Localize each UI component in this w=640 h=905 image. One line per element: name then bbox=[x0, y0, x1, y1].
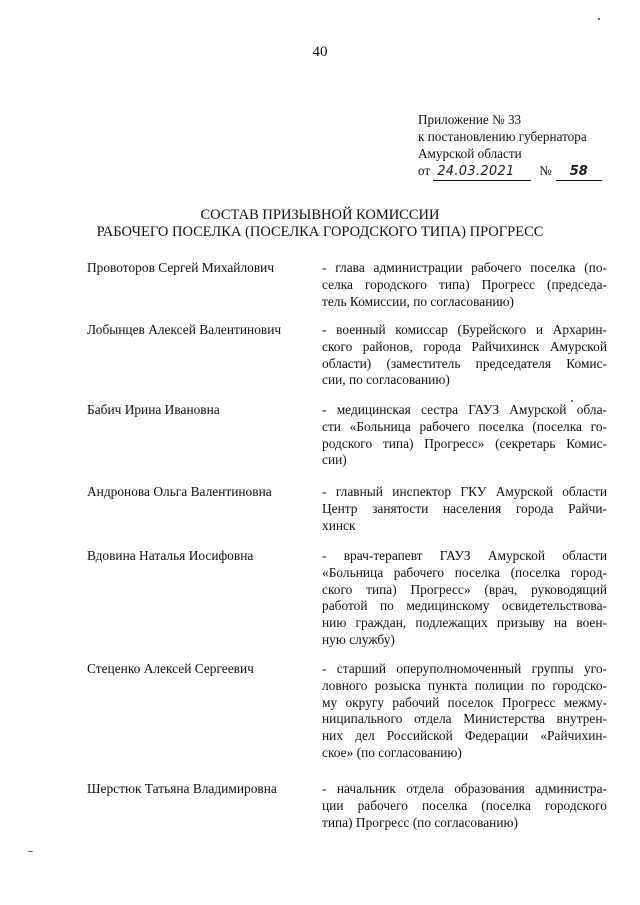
scan-speck bbox=[571, 400, 573, 402]
member-role-line: ского типа) Прогресс» (врач, руководящий bbox=[322, 581, 607, 597]
scan-speck bbox=[28, 851, 33, 852]
member-role-line: му округу рабочий поселок Прогресс межму- bbox=[322, 694, 607, 710]
title-line-2: РАБОЧЕГО ПОСЕЛКА (ПОСЕЛКА ГОРОДСКОГО ТИПА) ПРОГРЕСС bbox=[96, 224, 544, 240]
member-role-line: ниципального отдела Министерства внутрен- bbox=[322, 711, 607, 727]
member-role bbox=[322, 260, 607, 310]
appendix-decree: к постановлению губернатора bbox=[418, 129, 587, 144]
member-role-line: хинск bbox=[322, 517, 356, 533]
member-role-line: родского типа) Прогресс» (секретарь Комис- bbox=[322, 435, 607, 451]
member-role-line: - медицинская сестра ГАУЗ Амурской обла- bbox=[322, 402, 607, 417]
appendix-block bbox=[418, 111, 602, 181]
member-role-line: области) (заместитель председателя Комис- bbox=[322, 355, 607, 371]
member-name: Андронова Ольга Валентиновна bbox=[87, 484, 272, 499]
member-role-line: сти «Больница рабочего поселка (поселка го- bbox=[322, 418, 607, 434]
member-role-line: - старший оперуполномоченный группы уго- bbox=[322, 661, 607, 676]
page-number: 40 bbox=[312, 44, 328, 60]
member-role-line: ское» (по согласованию) bbox=[322, 744, 462, 760]
member-role-line: селка городского типа) Прогресс (председа- bbox=[322, 276, 607, 292]
member-role-line: - начальник отдела образования администра- bbox=[322, 781, 607, 796]
member-role-line: сии) bbox=[322, 452, 347, 468]
member-role bbox=[322, 322, 607, 389]
title-line-1: СОСТАВ ПРИЗЫВНОЙ КОМИССИИ bbox=[200, 207, 440, 223]
member-role-line: тель Комиссии, по согласованию) bbox=[322, 293, 514, 309]
member-role-line: ского районов, города Райчихинск Амурской bbox=[322, 338, 607, 354]
appendix-title: Приложение № 33 bbox=[418, 112, 522, 127]
document-title bbox=[0, 207, 640, 241]
member-role-line: типа) Прогресс (по согласованию) bbox=[322, 814, 518, 830]
member-role-line: работой по медицинскому освидетельствова- bbox=[322, 598, 607, 614]
member-role bbox=[322, 484, 607, 534]
member-role-line: - военный комиссар (Бурейского и Архарин- bbox=[322, 322, 607, 337]
member-role-line: ную службу) bbox=[322, 631, 395, 647]
appendix-date-line bbox=[418, 162, 602, 181]
member-role bbox=[322, 402, 607, 469]
member-role bbox=[322, 781, 607, 831]
member-role-line: ции рабочего поселка (поселка городского bbox=[322, 797, 607, 813]
member-role bbox=[322, 661, 607, 762]
appendix-region: Амурской области bbox=[418, 146, 522, 161]
member-role-line: - главный инспектор ГКУ Амурской области bbox=[322, 484, 607, 499]
scan-speck bbox=[598, 18, 600, 20]
member-name: Провоторов Сергей Михайлович bbox=[87, 260, 275, 275]
appendix-from-label: от bbox=[418, 163, 431, 178]
member-name: Лобынцев Алексей Валентинович bbox=[87, 322, 282, 337]
member-role-line: Центр занятости населения города Райчи- bbox=[322, 500, 607, 516]
member-role bbox=[322, 548, 607, 649]
member-name: Бабич Ирина Ивановна bbox=[87, 402, 220, 417]
appendix-date: 24.03.2021 bbox=[433, 163, 531, 181]
member-role-line: сии, по согласованию) bbox=[322, 372, 450, 388]
member-role-line: нию граждан, подлежащих призыву на воен- bbox=[322, 615, 607, 631]
member-role-line: ловного розыска пункта полиции по городско- bbox=[322, 677, 607, 693]
member-role-line: - глава администрации рабочего поселка (по- bbox=[322, 260, 607, 275]
member-role-line: - врач-терапевт ГАУЗ Амурской области bbox=[322, 548, 607, 563]
member-role-line: «Больница рабочего поселка (поселка город- bbox=[322, 564, 607, 580]
member-name: Стеценко Алексей Сергеевич bbox=[87, 661, 254, 676]
member-name: Шерстюк Татьяна Владимировна bbox=[87, 781, 277, 796]
appendix-number: 58 bbox=[556, 163, 602, 181]
member-role-line: них дел Российской Федерации «Райчихин- bbox=[322, 728, 607, 744]
member-name: Вдовина Наталья Иосифовна bbox=[87, 548, 254, 563]
appendix-number-label: № bbox=[539, 163, 552, 178]
